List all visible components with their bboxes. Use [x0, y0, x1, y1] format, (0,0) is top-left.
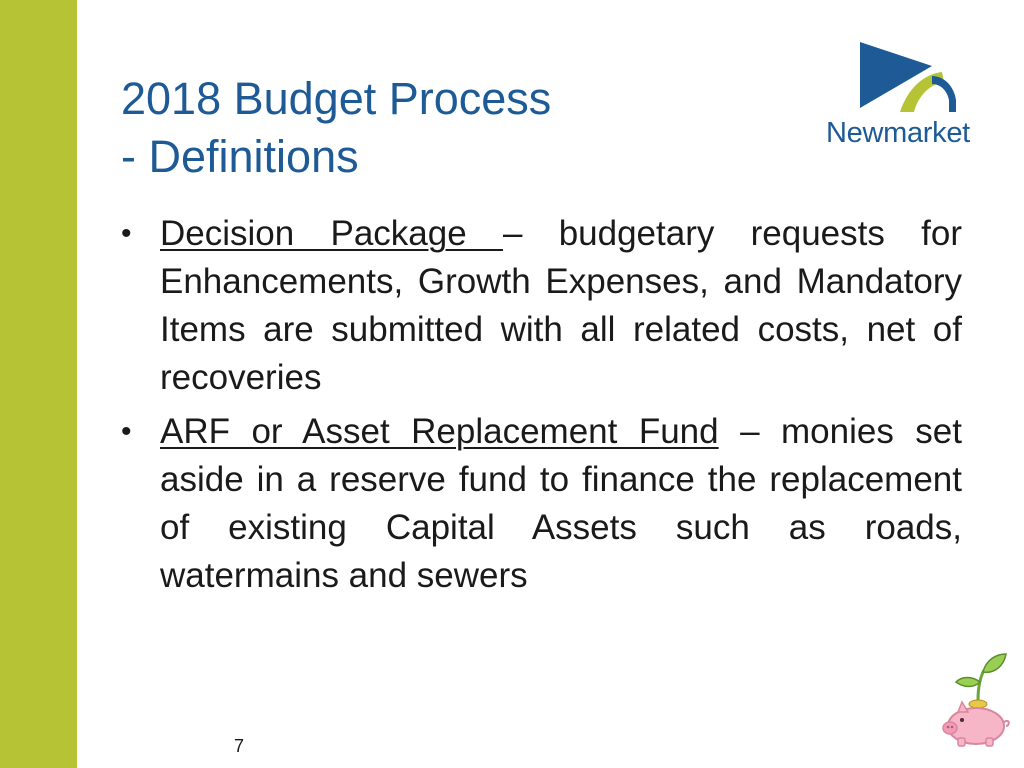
bullet-term: Decision Package — [160, 214, 503, 253]
bullet-term: ARF or Asset Replacement Fund — [160, 412, 719, 451]
bullet-text: – monies set aside in a reserve fund to finance the replacement of existing Capital Assets such as roads, watermains and sewers — [160, 412, 963, 595]
accent-bar — [0, 0, 77, 768]
bullet-item — [117, 210, 962, 402]
newmarket-logo — [820, 38, 990, 150]
piggy-bank-sprout-icon — [936, 648, 1016, 748]
page-number: 7 — [234, 736, 245, 756]
slide-title — [121, 70, 551, 186]
bullet-marker: • — [121, 415, 132, 448]
title-line-1: 2018 Budget Process — [121, 73, 552, 124]
bullet-item — [117, 408, 962, 600]
logo-text: Newmarket — [826, 117, 970, 149]
bullet-text: – budgetary requests for Enhancements, Growth Expenses, and Mandatory Items are submitted with all related costs, net of recoveries — [160, 214, 962, 397]
bullet-marker: • — [121, 217, 132, 250]
bullet-list — [117, 210, 962, 606]
title-line-2: - Definitions — [121, 131, 359, 182]
newmarket-logo-icon — [820, 38, 990, 118]
